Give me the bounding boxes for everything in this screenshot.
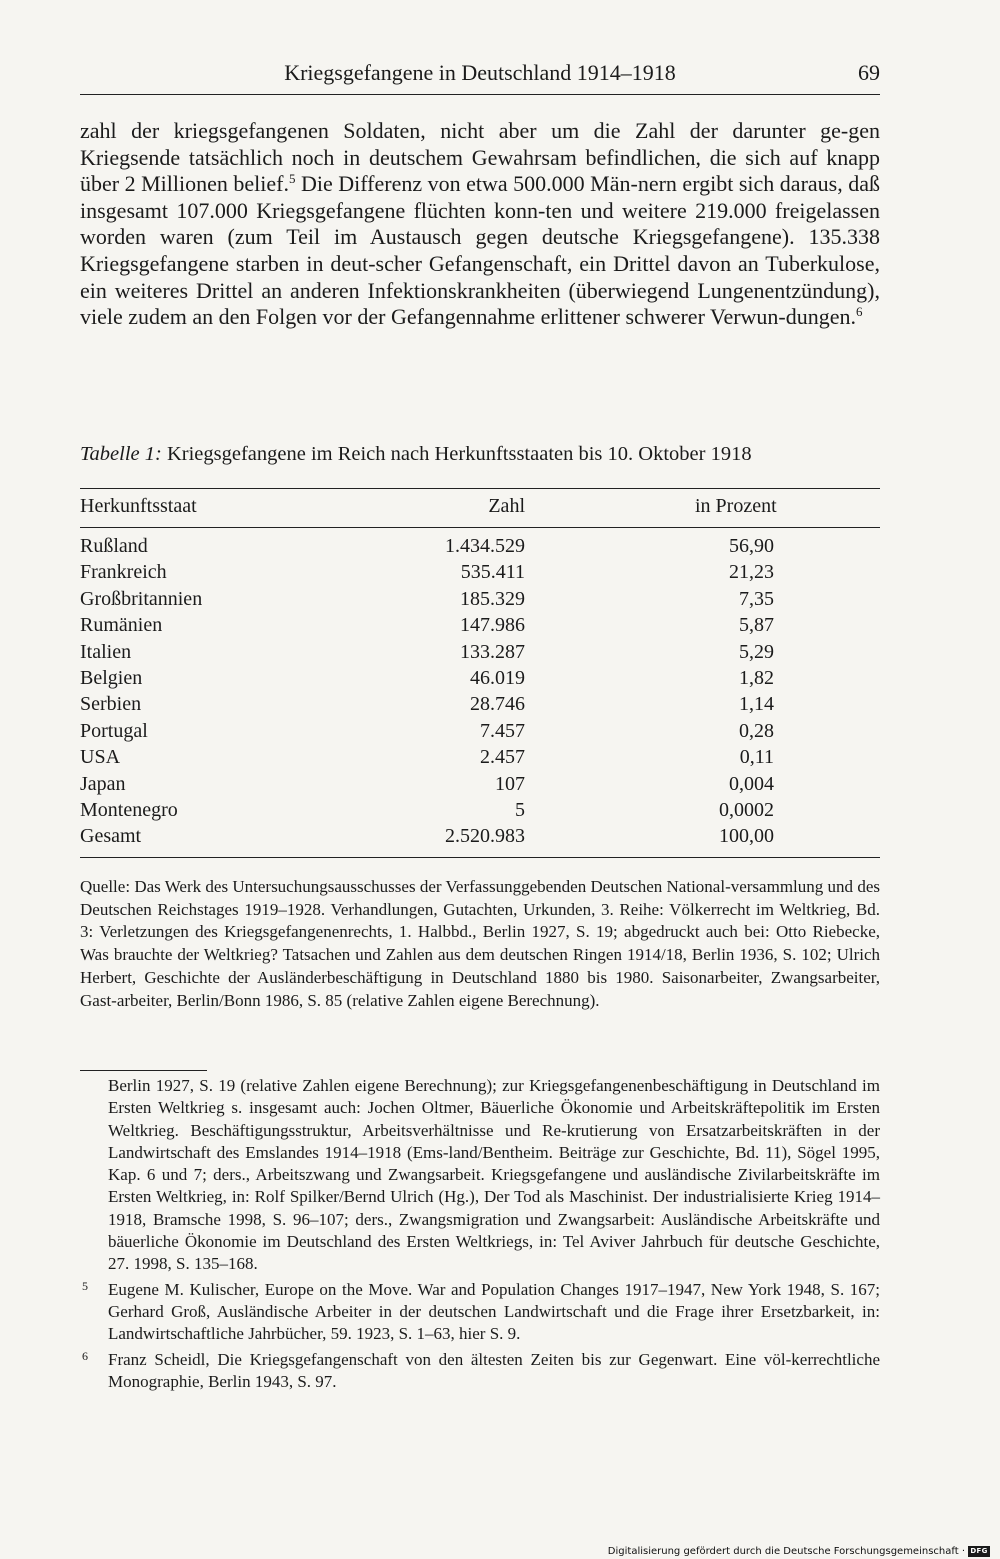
cell-count: 185.329 bbox=[460, 587, 525, 610]
body-paragraph bbox=[80, 118, 880, 331]
footnote-text: Berlin 1927, S. 19 (relative Zahlen eigene Berechnung); zur Kriegsgefangenenbeschäftigung in Deutschland im Ersten Weltkrieg s. insgesamt auch: Jochen Oltmer, Bäuerliche Ökonomie und Arbeitskräftepolitik im Ersten Weltkrieg. Beschäftigungsstruktur, Arbeitsverhältnisse und Re-krutierung von Ersatzarbeitskräften in der Landwirtschaft des Emslandes 1914–1918 (Ems-land/Bentheim. Beiträge zur Geschichte, Bd. 11), Sögel 1995, Kap. 6 und 7; ders., Arbeitszwang und Zwangsarbeit. Kriegsgefangene und ausländische Zivilarbeitskräfte im Ersten Weltkrieg, in: Rolf Spilker/Bernd Ulrich (Hg.), Der Tod als Maschinist. Der industrialisierte Krieg 1914–1918, Bramsche 1998, S. 96–107; ders., Zwangsmigration und Zwangsarbeit: Ausländische Arbeitskräfte und bäuerliche Ökonomie im Deutschland des Ersten Weltkriegs, in: Tel Aviver Jahrbuch für deutsche Geschichte, 27. 1998, S. 135–168. bbox=[108, 1076, 880, 1274]
column-header-percent: in Prozent bbox=[695, 495, 777, 517]
table-row bbox=[80, 719, 880, 745]
table-row-total bbox=[80, 824, 880, 850]
footnote-5 bbox=[80, 1279, 880, 1346]
data-table bbox=[80, 488, 880, 858]
footnote-mark: 6 bbox=[82, 1348, 88, 1363]
table-row bbox=[80, 640, 880, 666]
table-caption-label: Tabelle 1: bbox=[80, 443, 162, 465]
cell-country: Montenegro bbox=[80, 798, 178, 821]
cell-count: 28.746 bbox=[470, 693, 525, 716]
digitization-notice bbox=[608, 1546, 990, 1557]
table-row bbox=[80, 534, 880, 560]
cell-country: Frankreich bbox=[80, 561, 167, 584]
cell-count: 2.457 bbox=[480, 746, 525, 769]
cell-count: 46.019 bbox=[470, 666, 525, 689]
cell-percent: 1,14 bbox=[739, 693, 774, 716]
running-title: Kriegsgefangene in Deutschland 1914–1918 bbox=[284, 60, 676, 85]
footnote-mark: 5 bbox=[82, 1278, 88, 1293]
digitization-text: Digitalisierung gefördert durch die Deutsche Forschungsgemeinschaft · bbox=[607, 1546, 965, 1557]
cell-percent: 0,28 bbox=[739, 719, 774, 742]
table-row bbox=[80, 745, 880, 771]
table-row bbox=[80, 666, 880, 692]
footnotes bbox=[80, 1075, 880, 1393]
cell-country: Belgien bbox=[80, 666, 143, 689]
cell-percent: 100,00 bbox=[719, 825, 774, 848]
table-bottom-rule bbox=[80, 857, 880, 858]
cell-percent: 0,004 bbox=[729, 772, 774, 795]
table-row bbox=[80, 587, 880, 613]
table-caption-text: Kriegsgefangene im Reich nach Herkunftsstaaten bis 10. Oktober 1918 bbox=[161, 443, 752, 465]
cell-count: 107 bbox=[495, 772, 525, 795]
table-caption bbox=[80, 441, 880, 467]
cell-count: 1.434.529 bbox=[445, 535, 525, 557]
table-row bbox=[80, 692, 880, 718]
body-text-part-1: zahl der kriegsgefangenen Soldaten, nicht aber um die Zahl der darunter ge-gen Kriegsende tatsächlich noch in deutschem Gewahrsam befindlichen, die sich auf knapp über 2 Millionen belief. bbox=[80, 118, 880, 197]
cell-country: Rumänien bbox=[80, 614, 163, 637]
body-text-part-2: Die Differenz von etwa 500.000 Män-nern ergibt sich daraus, daß insgesamt 107.000 Kriegsgefangene flüchten konn-ten und weitere 219.000 freigelassen worden waren (zum Teil im Austausch gegen deutsche Kriegsgefangene). 135.338 Kriegsgefangene starben in deut-scher Gefangenschaft, ein Drittel davon an Tuberkulose, ein weiteres Drittel an anderen Infektionskrankheiten (überwiegend Lungenentzündung), viele zudem an den Folgen vor der Gefangennahme erlittener schwerer Verwun-dungen. bbox=[80, 171, 880, 330]
cell-country: Großbritannien bbox=[80, 587, 203, 610]
cell-count: 133.287 bbox=[460, 640, 525, 663]
running-head bbox=[80, 58, 880, 95]
cell-percent: 21,23 bbox=[729, 561, 774, 584]
table-header bbox=[80, 489, 880, 527]
footnote-ref-5: 5 bbox=[288, 171, 296, 187]
cell-count: 147.986 bbox=[460, 614, 525, 637]
footnote-text: Eugene M. Kulischer, Europe on the Move. War and Population Changes 1917–1947, New York 1948, S. 167; Gerhard Groß, Ausländische Arbeiter in der deutschen Landwirtschaft und die Frage ihrer Ersetzbarkeit, in: Landwirtschaftliche Jahrbücher, 59. 1923, S. 1–63, hier S. 9. bbox=[108, 1279, 880, 1344]
cell-count: 7.457 bbox=[480, 719, 525, 742]
footnote-separator bbox=[80, 1070, 207, 1071]
cell-count: 535.411 bbox=[460, 561, 525, 584]
dfg-logo: DFG bbox=[968, 1546, 990, 1557]
footnote-ref-6: 6 bbox=[856, 304, 863, 320]
footnote-text: Franz Scheidl, Die Kriegsgefangenschaft von den ältesten Zeiten bis zur Gegenwart. Eine völ-kerrechtliche Monographie, Berlin 1943, S. 97. bbox=[108, 1349, 880, 1391]
footnote-continued bbox=[80, 1075, 880, 1276]
cell-percent: 56,90 bbox=[729, 535, 774, 557]
cell-country: Rußland bbox=[80, 535, 148, 557]
table-row bbox=[80, 613, 880, 639]
cell-percent: 0,11 bbox=[739, 746, 774, 769]
cell-percent: 0,0002 bbox=[719, 798, 774, 821]
cell-country: USA bbox=[80, 746, 121, 769]
page-number: 69 bbox=[858, 60, 880, 85]
table-row bbox=[80, 560, 880, 586]
cell-country: Italien bbox=[80, 640, 132, 663]
cell-country: Serbien bbox=[80, 693, 142, 716]
table-source-note: Quelle: Das Werk des Untersuchungsausschusses der Verfassunggebenden Deutschen National-versammlung und des Deutschen Reichstages 1919–1928. Verhandlungen, Gutachten, Urkunden, 3. Reihe: Völkerrecht im Weltkrieg, Bd. 3: Verletzungen des Kriegsgefangenenrechts, 1. Halbbd., Berlin 1927, S. 19; abgedruckt auch bei: Otto Riebecke, Was brauchte der Weltkrieg? Tatsachen und Zahlen aus dem deutschen Ringen 1914/18, Berlin 1936, S. 102; Ulrich Herbert, Geschichte der Ausländerbeschäftigung in Deutschland 1880 bis 1980. Saisonarbeiter, Zwangsarbeiter, Gast-arbeiter, Berlin/Bonn 1986, S. 85 (relative Zahlen eigene Berechnung). bbox=[80, 877, 880, 1010]
cell-count: 5 bbox=[515, 798, 525, 821]
table-row bbox=[80, 798, 880, 824]
footnote-6 bbox=[80, 1349, 880, 1394]
cell-country: Gesamt bbox=[80, 825, 142, 848]
cell-percent: 1,82 bbox=[739, 666, 774, 689]
cell-count: 2.520.983 bbox=[445, 825, 525, 848]
cell-country: Japan bbox=[80, 772, 126, 795]
cell-percent: 7,35 bbox=[739, 587, 774, 610]
body-text bbox=[80, 118, 880, 331]
cell-percent: 5,29 bbox=[739, 640, 774, 663]
cell-percent: 5,87 bbox=[739, 614, 774, 637]
column-header-country: Herkunftsstaat bbox=[80, 495, 197, 517]
column-header-count: Zahl bbox=[488, 495, 525, 517]
cell-country: Portugal bbox=[80, 719, 148, 742]
table-body bbox=[80, 528, 880, 857]
table-row bbox=[80, 772, 880, 798]
